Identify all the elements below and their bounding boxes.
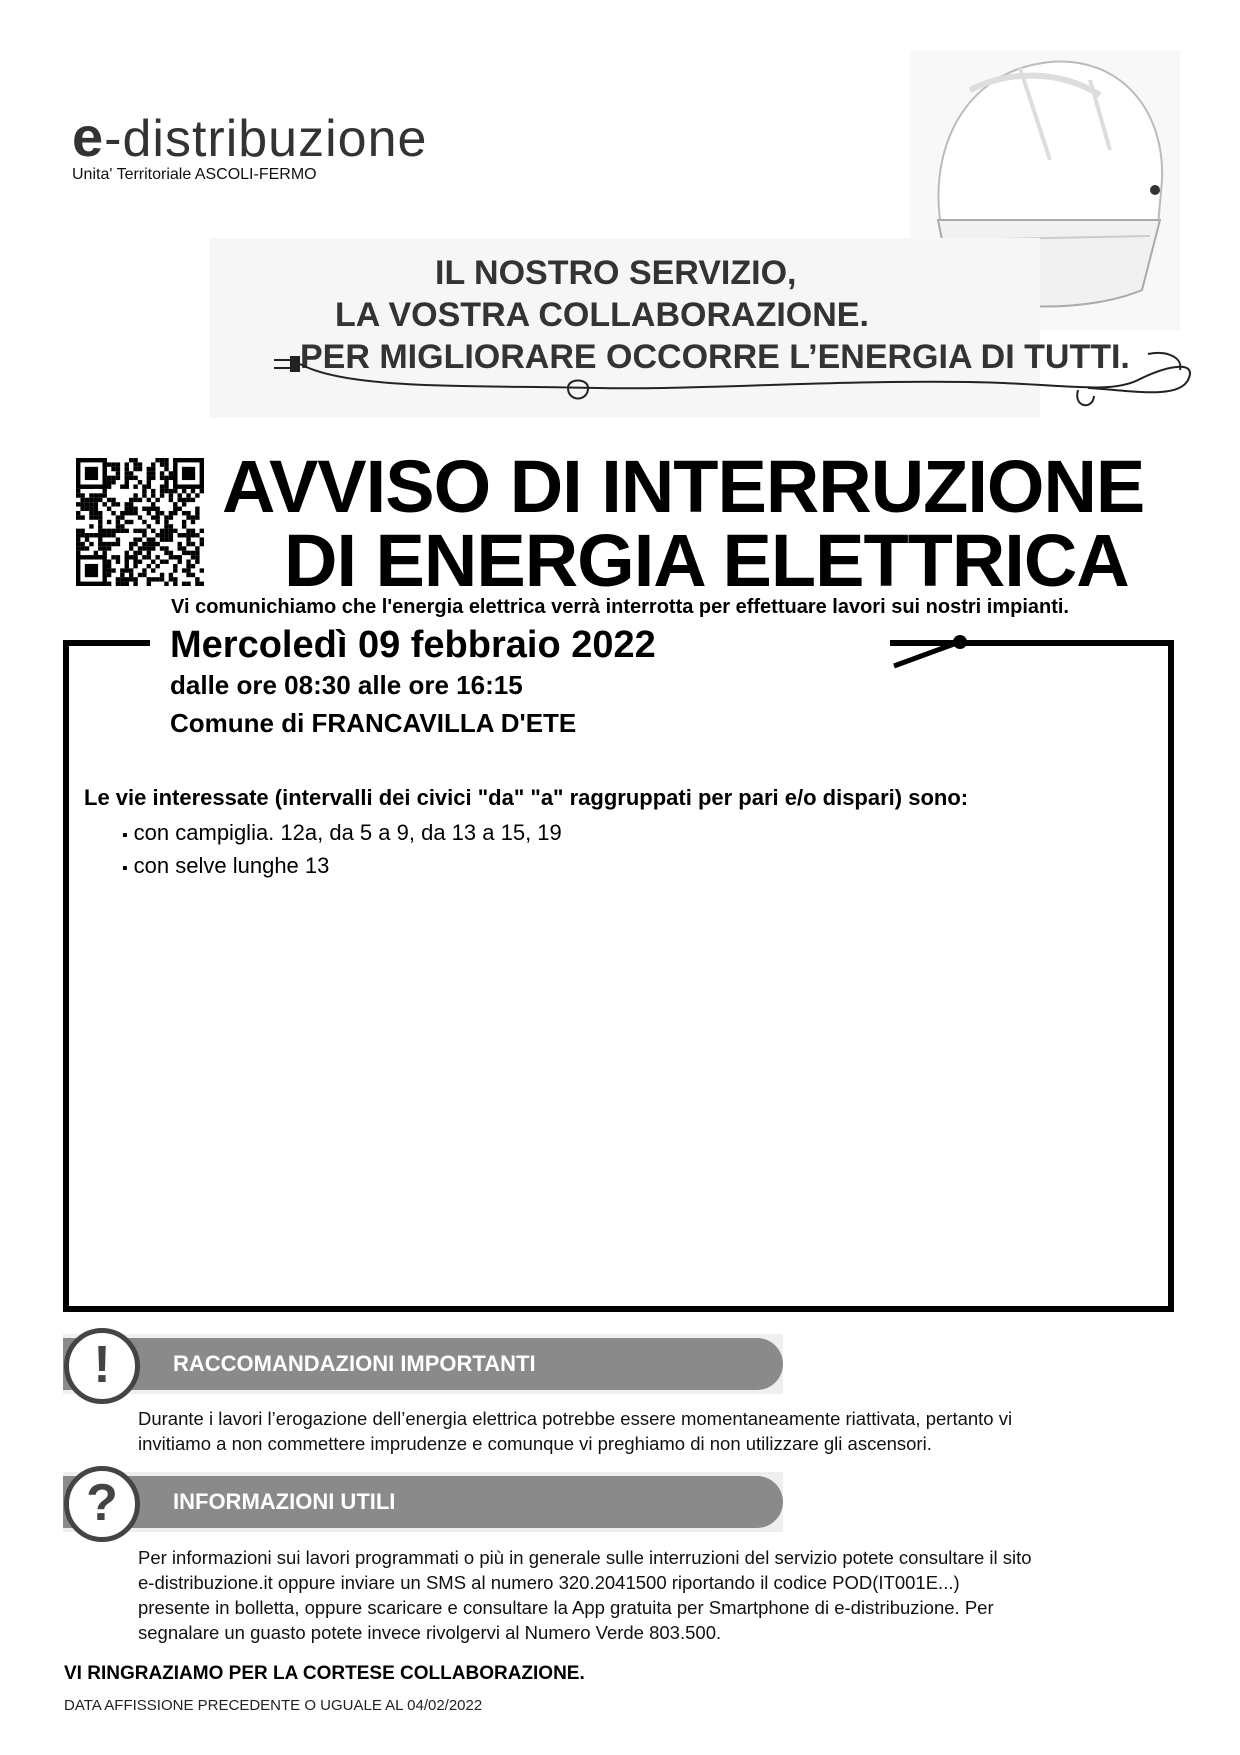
wrench-icon: [890, 632, 990, 672]
slogan-line-3: PER MIGLIORARE OCCORRE L’ENERGIA DI TUTTI.: [300, 338, 1130, 376]
list-item: ▪ con campiglia. 12a, da 5 a 9, da 13 a 15, 19: [122, 818, 562, 851]
slogan-line-1: IL NOSTRO SERVIZIO,: [435, 254, 797, 292]
municipality: Comune di FRANCAVILLA D'ETE: [170, 708, 577, 738]
question-icon: ?: [64, 1466, 140, 1542]
recommendations-text: Durante i lavori l’erogazione dell’energia elettrica potrebbe essere momentaneamente riattivata, pertanto vi invitiamo a non commettere imprudenze e comunque vi preghiamo di non utilizzare gli ascensori.: [138, 1408, 1013, 1454]
slogan-line-2: LA VOSTRA COLLABORAZIONE.: [335, 296, 869, 334]
recommendations-heading: RACCOMANDAZIONI IMPORTANTI: [63, 1338, 783, 1390]
logo-text: -distribuzione: [104, 110, 428, 168]
interruption-time: dalle ore 08:30 alle ore 16:15: [170, 670, 523, 700]
notice-box: [63, 640, 1174, 1312]
title-line-1: AVVISO DI INTERRUZIONE: [222, 445, 1145, 528]
logo-e: e: [72, 105, 105, 168]
posting-date: DATA AFFISSIONE PRECEDENTE O UGUALE AL 04/02/2022: [64, 1697, 483, 1714]
info-heading: INFORMAZIONI UTILI: [63, 1476, 783, 1528]
affected-streets-list: [122, 818, 562, 884]
intro-text: Vi comunichiamo che l'energia elettrica verrà interrotta per effettuare lavori sui nostri impianti.: [171, 596, 1069, 618]
territorial-unit: Unita' Territoriale ASCOLI-FERMO: [72, 166, 317, 183]
cable-plug-icon: [268, 350, 1208, 420]
list-item: ▪ con selve lunghe 13: [122, 851, 562, 884]
qr-code: [76, 458, 204, 586]
exclamation-icon: !: [64, 1328, 140, 1404]
affected-streets-heading: Le vie interessate (intervalli dei civici "da" "a" raggruppati per pari e/o dispari) sono:: [84, 785, 969, 810]
title-line-2: DI ENERGIA ELETTRICA: [284, 519, 1129, 602]
notice-title: [222, 445, 1222, 602]
interruption-date: Mercoledì 09 febbraio 2022: [170, 624, 656, 666]
thanks-text: VI RINGRAZIAMO PER LA CORTESE COLLABORAZIONE.: [64, 1663, 585, 1684]
brand-logo: [72, 104, 427, 169]
info-text: Per informazioni sui lavori programmati o più in generale sulle interruzioni del servizio potete consultare il sito e-distribuzione.it oppure inviare un SMS al numero 320.2041500 riportando il codice POD(IT001E...) presente in bolletta, oppure scaricare e consultare la App gratuita per Smartphone di e-distribuzione. Per segnalare un guasto potete invece rivolgervi al Numero Verde 803.500.: [138, 1547, 1032, 1643]
